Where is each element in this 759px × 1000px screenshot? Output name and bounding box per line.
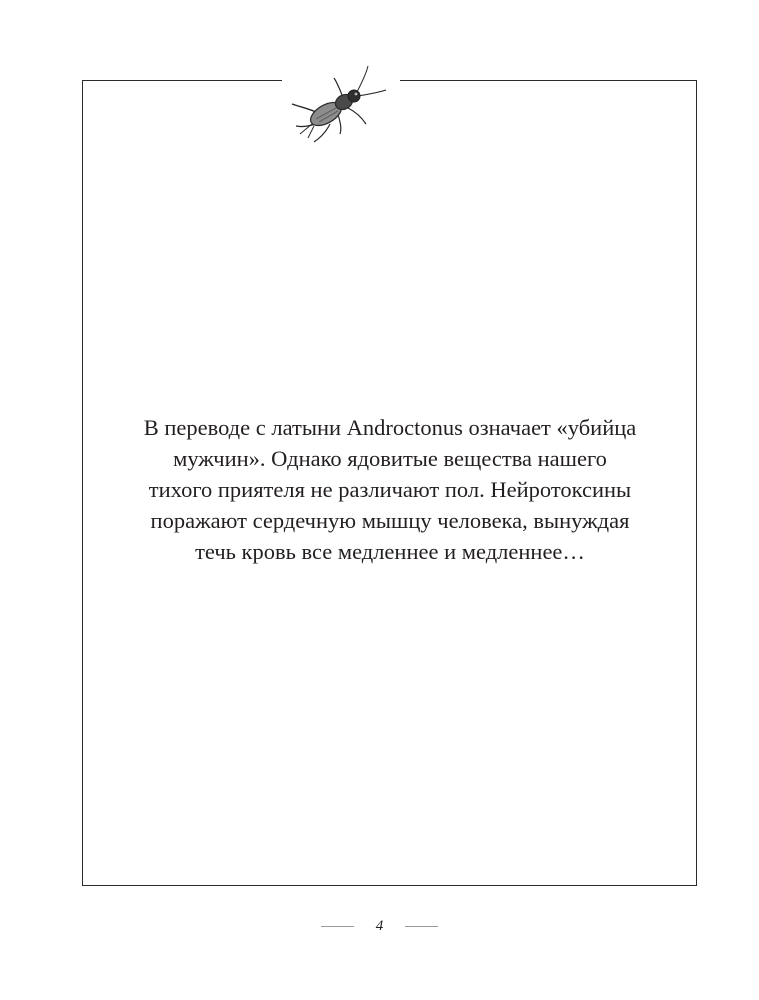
body-paragraph <box>100 412 680 567</box>
footer-rule-left <box>321 926 354 927</box>
text-line: тихого приятеля не различают пол. Нейротоксины <box>148 477 632 502</box>
footer-rule-right <box>405 926 438 927</box>
text-line: мужчин». Однако ядовитые вещества нашего <box>173 446 607 471</box>
page-number: 4 <box>375 917 384 934</box>
text-line: поражают сердечную мышцу человека, вынуждая <box>150 508 630 533</box>
text-line: В переводе с латыни Androctonus означает «убийца <box>143 415 637 440</box>
page-footer <box>0 912 759 940</box>
text-line: течь кровь все медленнее и медленнее… <box>195 539 585 564</box>
cricket-illustration-icon <box>286 64 396 148</box>
